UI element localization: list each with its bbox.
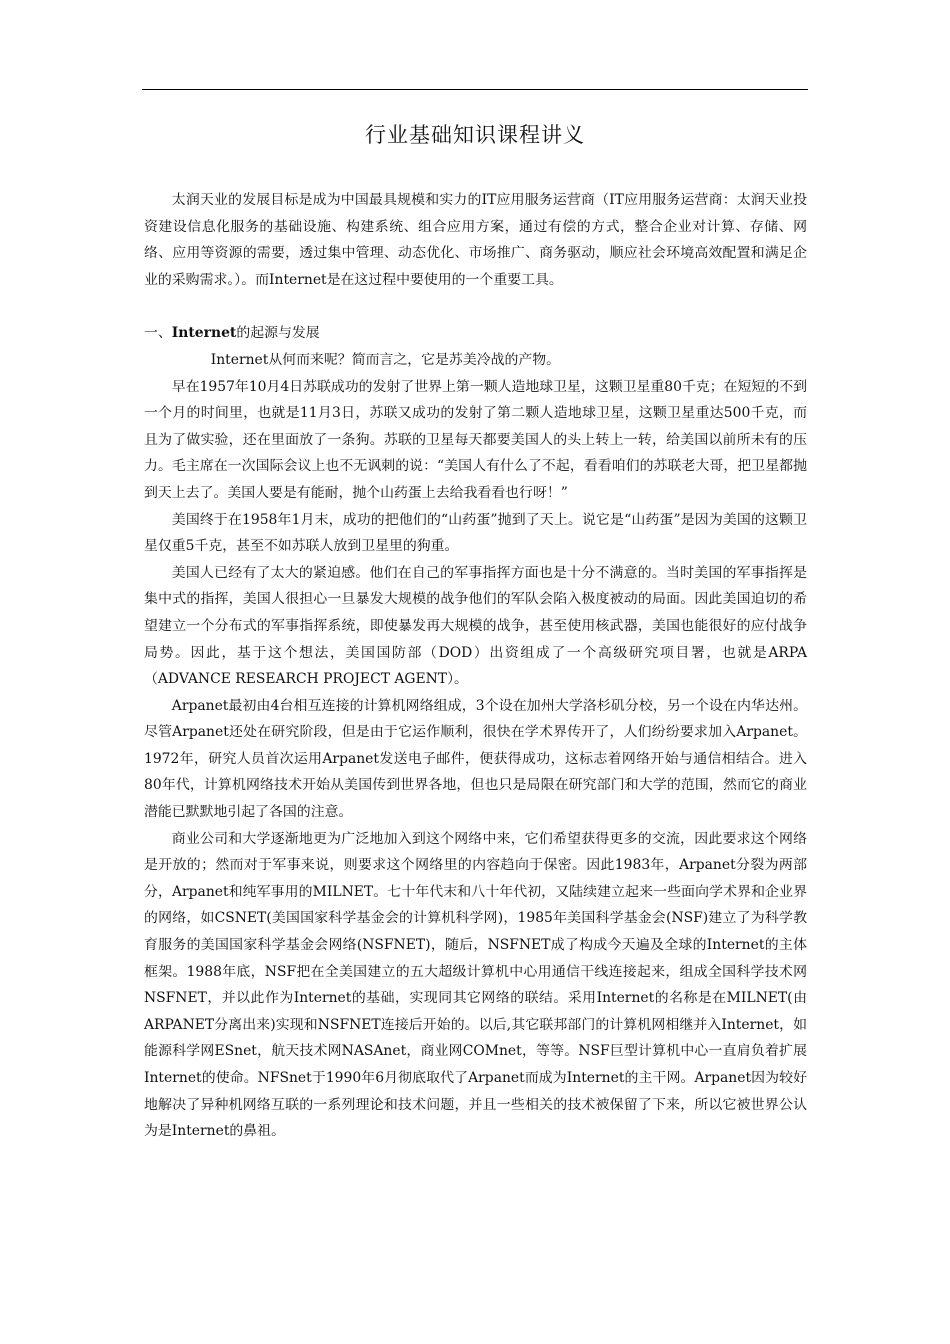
section-heading	[144, 320, 807, 347]
section-spacer	[144, 293, 807, 320]
paragraph-arpanet: Arpanet最初由4台相互连接的计算机网络组成，3个设在加州大学洛杉矶分校，另一个设在内华达州。尽管Arpanet还处在研究阶段，但是由于它运作顺利，很快在学术界传开了，人们纷纷要求加入Arpanet。1972年，研究人员首次运用Arpanet发送电子邮件，便获得成功，这标志着网络开始与通信相结合。进入80年代，计算机网络技术开始从美国传到世界各地，但也只是局限在研究部门和大学的范围，然而它的商业潜能已默默地引起了各国的注意。	[144, 697, 807, 821]
paragraph-origin-question: Internet从何而来呢？简而言之，它是苏美冷战的产物。	[210, 351, 561, 368]
intro-paragraph: 太润天业的发展目标是成为中国最具规模和实力的IT应用服务运营商（IT应用服务运营商：太润天业投资建设信息化服务的基础设施、构建系统、组合应用方案，通过有偿的方式，整合企业对计算、存储、网络、应用等资源的需要，透过集中管理、动态优化、市场推广、商务驱动，顺应社会环境高效配置和满足企业的采购需求。）。而Internet是在这过程中要使用的一个重要工具。	[144, 192, 807, 288]
section-number: 一、	[144, 325, 172, 342]
header-rule	[142, 89, 808, 90]
section-heading-text: 的起源与发展	[236, 325, 320, 342]
paragraph-nsfnet: 商业公司和大学逐渐地更为广泛地加入到这个网络中来，它们希望获得更多的交流，因此要求这个网络是开放的；然而对于军事来说，则要求这个网络里的内容趋向于保密。因此1983年，Arpanet分裂为两部分，Arpanet和纯军事用的MILNET。七十年代末和八十年代初，又陆续建立起来一些面向学术界和企业界的网络，如CSNET(美国国家科学基金会的计算机科学网)，1985年美国科学基金会(NSF)建立了为科学教育服务的美国国家科学基金会网络(NSFNET)，随后，NSFNET成了构成今天遍及全球的Internet的主体框架。1988年底，NSF把在全美国建立的五大超级计算机中心用通信干线连接起来，组成全国科学技术网NSFNET，并以此作为Internet的基础，实现同其它网络的联结。采用Internet的名称是在MILNET(由ARPANET分离出来)实现和NSFNET连接后开始的。以后,其它联邦部门的计算机网相继并入Internet，如能源科学网ESnet，航天技术网NASAnet，商业网COMnet，等等。NSF巨型计算机中心一直肩负着扩展Internet的使命。NFSnet于1990年6月彻底取代了Arpanet而成为Internet的主干网。Arpanet因为较好地解决了异种机网络互联的一系列理论和技术问题，并且一些相关的技术被保留了下来，所以它被世界公认为是Internet的鼻祖。	[144, 830, 807, 1140]
paragraph-sputnik: 早在1957年10月4日苏联成功的发射了世界上第一颗人造地球卫星，这颗卫星重80千克；在短短的不到一个月的时间里，也就是11月3日，苏联又成功的发射了第二颗人造地球卫星，这颗卫星重达500千克，而且为了做实验，还在里面放了一条狗。苏联的卫星每天都要美国人的头上转上一转，给美国以前所未有的压力。毛主席在一次国际会议上也不无讽刺的说：“美国人有什么了不起，看看咱们的苏联老大哥，把卫星都抛到天上去了。美国人要是有能耐，抛个山药蛋上去给我看看也行呀！”	[144, 378, 807, 501]
document-title: 行业基础知识课程讲义	[365, 123, 585, 147]
paragraph-arpa: 美国人已经有了太大的紧迫感。他们在自己的军事指挥方面也是十分不满意的。当时美国的军事指挥是集中式的指挥，美国人很担心一旦暴发大规模的战争他们的军队会陷入极度被动的局面。因此美国迫切的希望建立一个分布式的军事指挥系统，即使暴发再大规模的战争，甚至使用核武器，美国也能很好的应付战争局势。因此，基于这个想法，美国国防部（DOD）出资组成了一个高级研究项目署，也就是ARPA（ADVANCE RESEARCH PROJECT AGENT）。	[144, 564, 807, 688]
section-keyword: Internet	[171, 325, 237, 342]
document-body	[144, 187, 807, 1145]
paragraph-us-satellite: 美国终于在1958年1月末，成功的把他们的“山药蛋”抛到了天上。说它是“山药蛋”是因为美国的这颗卫星仅重5千克，甚至不如苏联人放到卫星里的狗重。	[144, 511, 807, 555]
